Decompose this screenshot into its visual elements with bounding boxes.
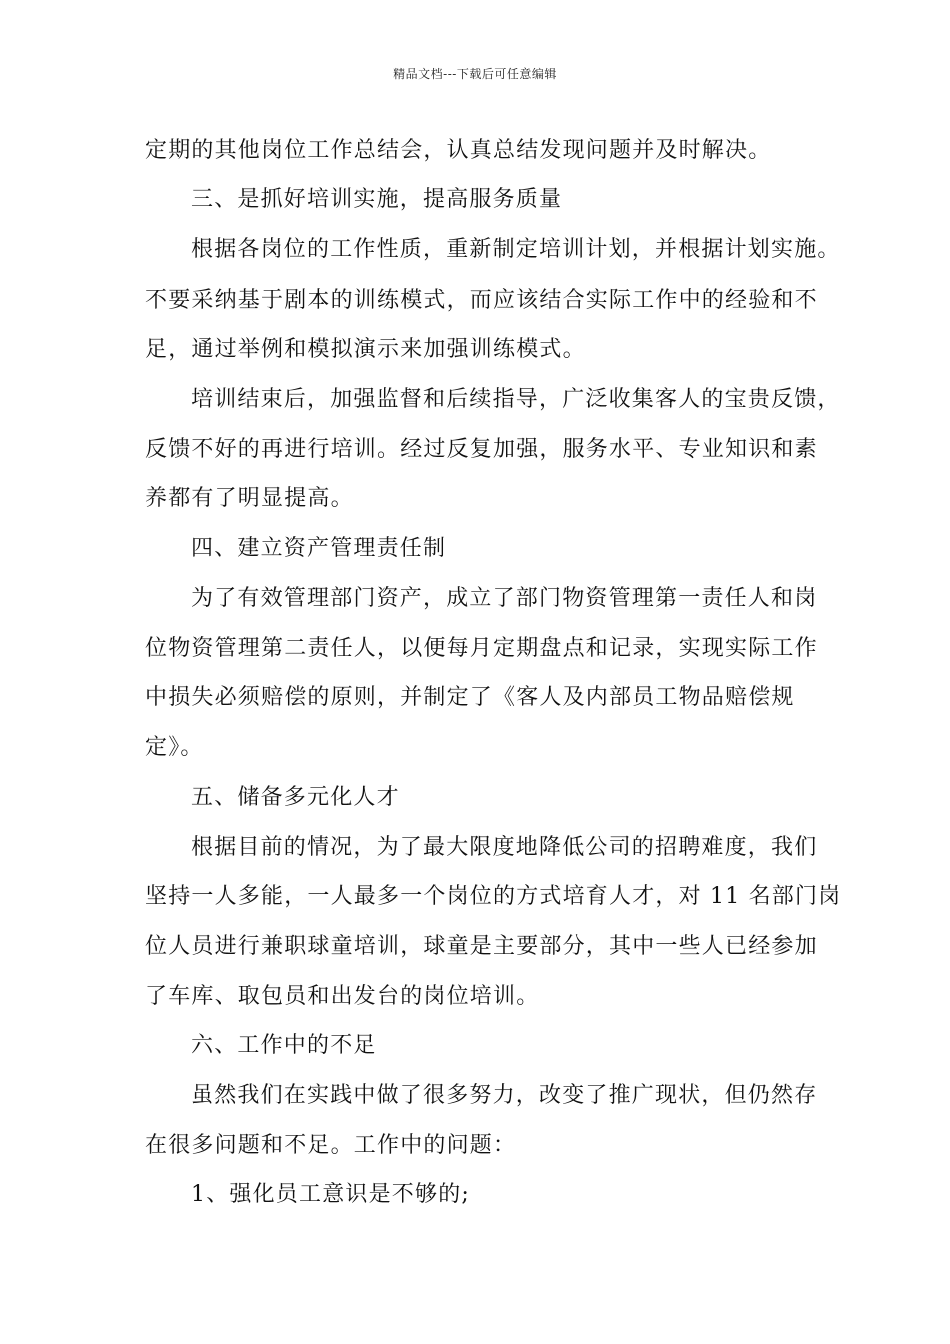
body-line: 根据各岗位的工作性质，重新制定培训计划，并根据计划实施。 <box>191 237 841 262</box>
section-heading: 三、是抓好培训实施，提高服务质量 <box>191 187 563 212</box>
body-line: 位物资管理第二责任人，以便每月定期盘点和记录，实现实际工作 <box>145 636 818 661</box>
body-line: 位人员进行兼职球童培训，球童是主要部分，其中一些人已经参加 <box>145 934 818 959</box>
section-heading: 五、储备多元化人才 <box>191 785 400 810</box>
body-line: 中损失必须赔偿的原则，并制定了《客人及内部员工物品赔偿规 <box>145 685 795 710</box>
body-line: 根据目前的情况，为了最大限度地降低公司的招聘难度，我们 <box>191 835 818 860</box>
list-item: 1、强化员工意识是不够的; <box>191 1182 471 1207</box>
body-line: 定》。 <box>145 735 204 760</box>
body-line: 养都有了明显提高。 <box>145 486 354 511</box>
body-line: 在很多问题和不足。工作中的问题： <box>145 1133 517 1158</box>
body-line: 不要采纳基于剧本的训练模式，而应该结合实际工作中的经验和不 <box>145 288 818 313</box>
body-line: 定期的其他岗位工作总结会，认真总结发现问题并及时解决。 <box>145 138 772 163</box>
body-line: 虽然我们在实践中做了很多努力，改变了推广现状，但仍然存 <box>191 1083 818 1108</box>
body-line: 了车库、取包员和出发台的岗位培训。 <box>145 984 540 1009</box>
body-line: 足，通过举例和模拟演示来加强训练模式。 <box>145 337 586 362</box>
section-heading: 六、工作中的不足 <box>191 1033 377 1058</box>
section-heading: 四、建立资产管理责任制 <box>191 536 447 561</box>
body-line: 坚持一人多能，一人最多一个岗位的方式培育人才，对 11 名部门岗 <box>145 884 842 909</box>
body-line: 反馈不好的再进行培训。经过反复加强，服务水平、专业知识和素 <box>145 437 818 462</box>
body-line: 培训结束后，加强监督和后续指导，广泛收集客人的宝贵反馈， <box>191 387 841 412</box>
page-header: 精品文档---下载后可任意编辑 <box>393 67 557 81</box>
body-line: 为了有效管理部门资产，成立了部门物资管理第一责任人和岗 <box>191 586 818 611</box>
